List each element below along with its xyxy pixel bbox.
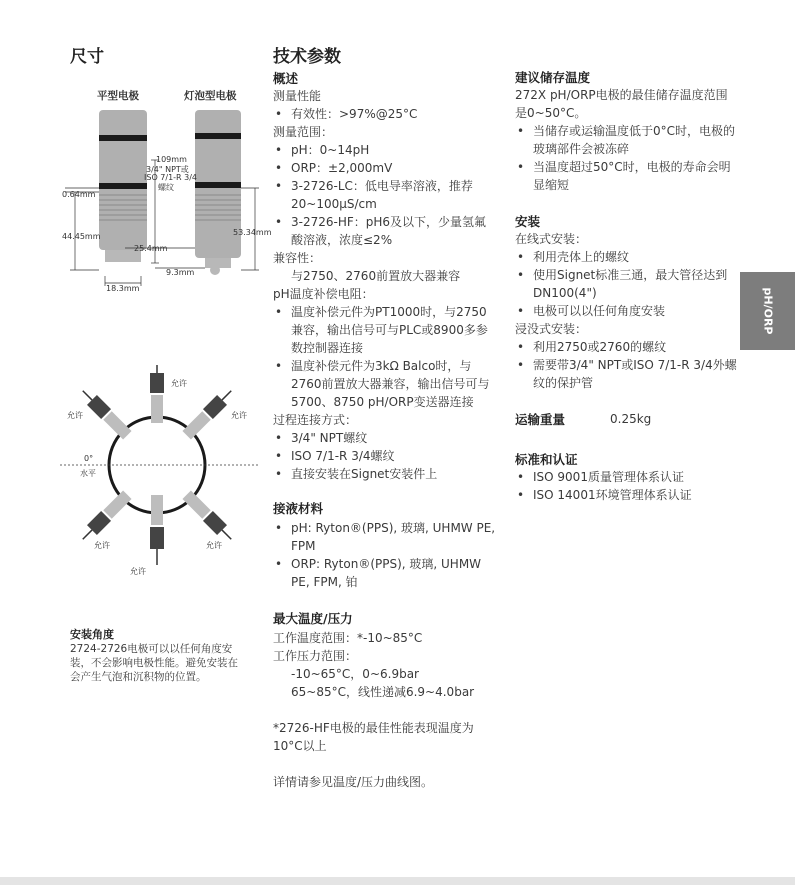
inline-item-1: • 利用壳体上的螺纹 [515, 248, 737, 266]
allow-label-bottom: 允许 [130, 567, 146, 576]
allow-label-upper-right: 允许 [231, 411, 247, 420]
install-angle-title: 安装角度 [70, 628, 114, 641]
dim-5334-label: 53.34mm [233, 228, 272, 237]
section-tab-label: pH/ORP [761, 287, 774, 335]
tc-item-2: • 温度补偿元件为3kΩ Balco时，与2760前置放大器兼容，输出信号可与5700、8750 pH/ORP变送器连接 [273, 357, 498, 411]
storage-temp-text: 272X pH/ORP电极的最佳储存温度范围是0~50°C。 [515, 88, 728, 120]
cert-item-1: • ISO 9001质量管理体系认证 [515, 468, 737, 486]
allow-label-top: 允许 [171, 379, 187, 388]
zero-degree-label: 0° [84, 454, 94, 463]
see-chart-note: 详情请参见温度/压力曲线图。 [273, 775, 434, 789]
eff-item: • 有效性：>97%@25°C [273, 105, 498, 123]
submersion-item-2: • 需要带3/4" NPT或ISO 7/1-R 3/4外螺纹的保护管 [515, 356, 737, 392]
proc-item-3: • 直接安装在Signet安装件上 [273, 465, 498, 483]
wetted-orp-item: • ORP: Ryton®(PPS), 玻璃, UHMW PE, FPM, 铂 [273, 555, 498, 591]
horizontal-label: 水平 [80, 469, 96, 478]
wetted-materials-heading: 接液材料 [273, 501, 324, 516]
electrode-lower-right [182, 490, 236, 544]
tech-params-title: 技术参数 [273, 47, 341, 67]
standards-heading: 标准和认证 [515, 452, 578, 467]
work-pressure-label: 工作压力范围： [273, 649, 358, 663]
footer-bar [0, 877, 795, 885]
flat-electrode-ring-top [99, 135, 147, 141]
proc-item-1: • 3/4" NPT螺纹 [273, 429, 498, 447]
allow-label-upper-left: 允许 [67, 411, 83, 420]
dim-iso-label: ISO 7/1-R 3/4 [144, 173, 198, 182]
install-angle-text: 2724-2726电极可以以任何角度安装，不会影响电极性能。避免安装在会产生气泡和沉积物的位置。 [70, 643, 238, 683]
pressure-range-1: -10~65°C，0~6.9bar [291, 667, 419, 681]
lc-item: • 3-2726-LC：低电导率溶液，推荐20~100μS/cm [273, 177, 498, 213]
orp-range-item: • ORP：±2,000mV [273, 159, 498, 177]
electrode-upper-right [182, 386, 236, 440]
dim-064-label: 0.64mm [62, 190, 96, 199]
wetted-ph-item: • pH: Ryton®(PPS), 玻璃, UHMW PE, FPM [273, 519, 498, 555]
inline-install-label: 在线式安装： [515, 232, 588, 246]
shipping-weight-value: 0.25kg [610, 412, 652, 426]
cert-item-2: • ISO 14001环境管理体系认证 [515, 486, 737, 504]
storage-item-2: • 当温度超过50°C时，电极的寿命会明显缩短 [515, 158, 737, 194]
compat-label: 兼容性： [273, 251, 322, 265]
overview-heading: 概述 [273, 71, 299, 86]
tc-label: pH温度补偿电阻： [273, 287, 374, 301]
electrode-upper-left [78, 386, 132, 440]
inline-item-2: • 使用Signet标准三通，最大管径达到DN100(4") [515, 266, 737, 302]
dim-183-label: 18.3mm [106, 284, 140, 293]
dimensions-title: 尺寸 [70, 47, 104, 67]
storage-item-1: • 当储存或运输温度低于0°C时，电极的玻璃部件会被冻碎 [515, 122, 737, 158]
dim-93-label: 9.3mm [166, 268, 195, 277]
pressure-range-2: 65~85°C，线性递减6.9~4.0bar [291, 685, 475, 699]
dim-254-label: 25.4mm [134, 244, 168, 253]
tc-item-1: • 温度补偿元件为PT1000时，与2750兼容，输出信号可与PLC或8900多参数控制器连接 [273, 303, 498, 357]
flat-electrode-label: 平型电极 [97, 90, 139, 102]
dimension-drawing [55, 100, 270, 300]
electrode-lower-left [78, 490, 132, 544]
allow-label-lower-right: 允许 [206, 541, 222, 550]
range-label: 测量范围： [273, 125, 334, 139]
installation-heading: 安装 [515, 214, 541, 229]
inline-item-3: • 电极可以以任何角度安装 [515, 302, 737, 320]
hf-note: *2726-HF电极的最佳性能表现温度为10°C以上 [273, 721, 474, 753]
allow-label-lower-left: 允许 [94, 541, 110, 550]
dim-4445-label: 44.45mm [62, 232, 101, 241]
dim-npt-label: 3/4" NPT或 [146, 165, 189, 174]
submersion-item-1: • 利用2750或2760的螺纹 [515, 338, 737, 356]
perf-label: 测量性能 [273, 89, 322, 103]
dim-109-label: 109mm [156, 155, 187, 164]
section-tab [740, 272, 795, 350]
hf-item: • 3-2726-HF：pH6及以下，少量氢氟酸溶液，浓度≤2% [273, 213, 498, 249]
ph-range-item: • pH：0~14pH [273, 141, 498, 159]
submersion-install-label: 浸没式安装： [515, 322, 588, 336]
shipping-weight-label: 运输重量 [515, 412, 566, 427]
electrode-bottom [150, 495, 164, 565]
work-temp-text: 工作温度范围：*-10~85°C [273, 631, 423, 645]
electrode-top [150, 365, 164, 423]
bulb-electrode-label: 灯泡型电极 [184, 90, 237, 102]
proc-label: 过程连接方式： [273, 413, 358, 427]
flat-electrode-ring-bottom [99, 183, 147, 189]
proc-item-2: • ISO 7/1-R 3/4螺纹 [273, 447, 498, 465]
dim-thread-label: 螺纹 [158, 183, 174, 192]
compat-text: 与2750、2760前置放大器兼容 [291, 269, 461, 283]
storage-temp-heading: 建议储存温度 [515, 70, 591, 85]
flat-electrode-body [99, 110, 147, 250]
max-temp-pressure-heading: 最大温度/压力 [273, 611, 353, 626]
